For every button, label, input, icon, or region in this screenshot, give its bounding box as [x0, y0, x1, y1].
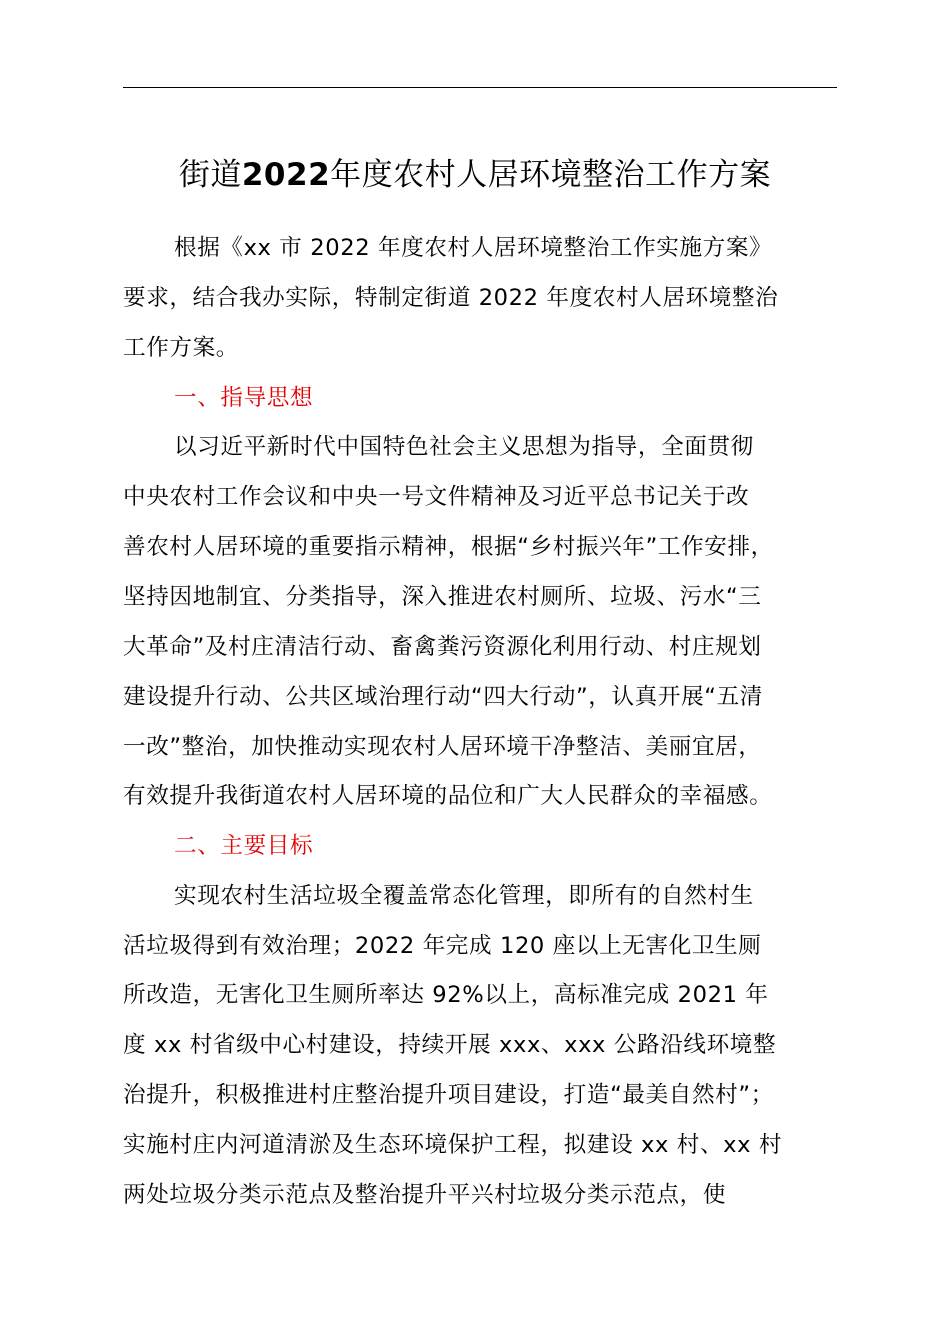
- title-year: 2022: [241, 157, 331, 193]
- section2-line: 治提升，积极推进村庄整治提升项目建设，打造“最美自然村”；: [123, 1082, 774, 1108]
- section2-line: 实现农村生活垃圾全覆盖常态化管理，即所有的自然村生: [174, 883, 754, 909]
- header-rule: [123, 87, 837, 88]
- title-prefix: 街道: [178, 157, 242, 193]
- section1-line: 建设提升行动、公共区域治理行动“四大行动”，认真开展“五清: [123, 684, 763, 710]
- section2-line: 度 xx 村省级中心村建设，持续开展 xxx、xxx 公路沿线环境整: [123, 1032, 777, 1058]
- section2-line: 两处垃圾分类示范点及整治提升平兴村垃圾分类示范点，使: [123, 1182, 727, 1208]
- document-title: [0, 150, 950, 200]
- title-suffix: 年度农村人居环境整治工作方案: [330, 157, 772, 193]
- section-heading-guiding-ideology: 一、指导思想: [174, 385, 314, 411]
- intro-line: 要求，结合我办实际，特制定街道 2022 年度农村人居环境整治: [123, 285, 779, 311]
- section-heading-main-goals: 二、主要目标: [174, 833, 314, 859]
- section1-line: 以习近平新时代中国特色社会主义思想为指导，全面贯彻: [174, 434, 754, 460]
- section1-line: 大革命”及村庄清洁行动、畜禽粪污资源化利用行动、村庄规划: [123, 634, 762, 660]
- section2-line: 所改造，无害化卫生厕所率达 92%以上，高标准完成 2021 年: [123, 982, 769, 1008]
- section1-line: 坚持因地制宜、分类指导，深入推进农村厕所、垃圾、污水“三: [123, 584, 762, 610]
- intro-line: 工作方案。: [123, 335, 239, 361]
- section1-line: 有效提升我街道农村人居环境的品位和广大人民群众的幸福感。: [123, 783, 773, 809]
- section2-line: 实施村庄内河道清淤及生态环境保护工程，拟建设 xx 村、xx 村: [123, 1132, 783, 1158]
- intro-line: 根据《xx 市 2022 年度农村人居环境整治工作实施方案》: [174, 235, 773, 261]
- section1-line: 一改”整治，加快推动实现农村人居环境干净整洁、美丽宜居，: [123, 734, 762, 760]
- section1-line: 善农村人居环境的重要指示精神，根据“乡村振兴年”工作安排，: [123, 534, 774, 560]
- section2-line: 活垃圾得到有效治理；2022 年完成 120 座以上无害化卫生厕: [123, 933, 762, 959]
- section1-line: 中央农村工作会议和中央一号文件精神及习近平总书记关于改: [123, 484, 750, 510]
